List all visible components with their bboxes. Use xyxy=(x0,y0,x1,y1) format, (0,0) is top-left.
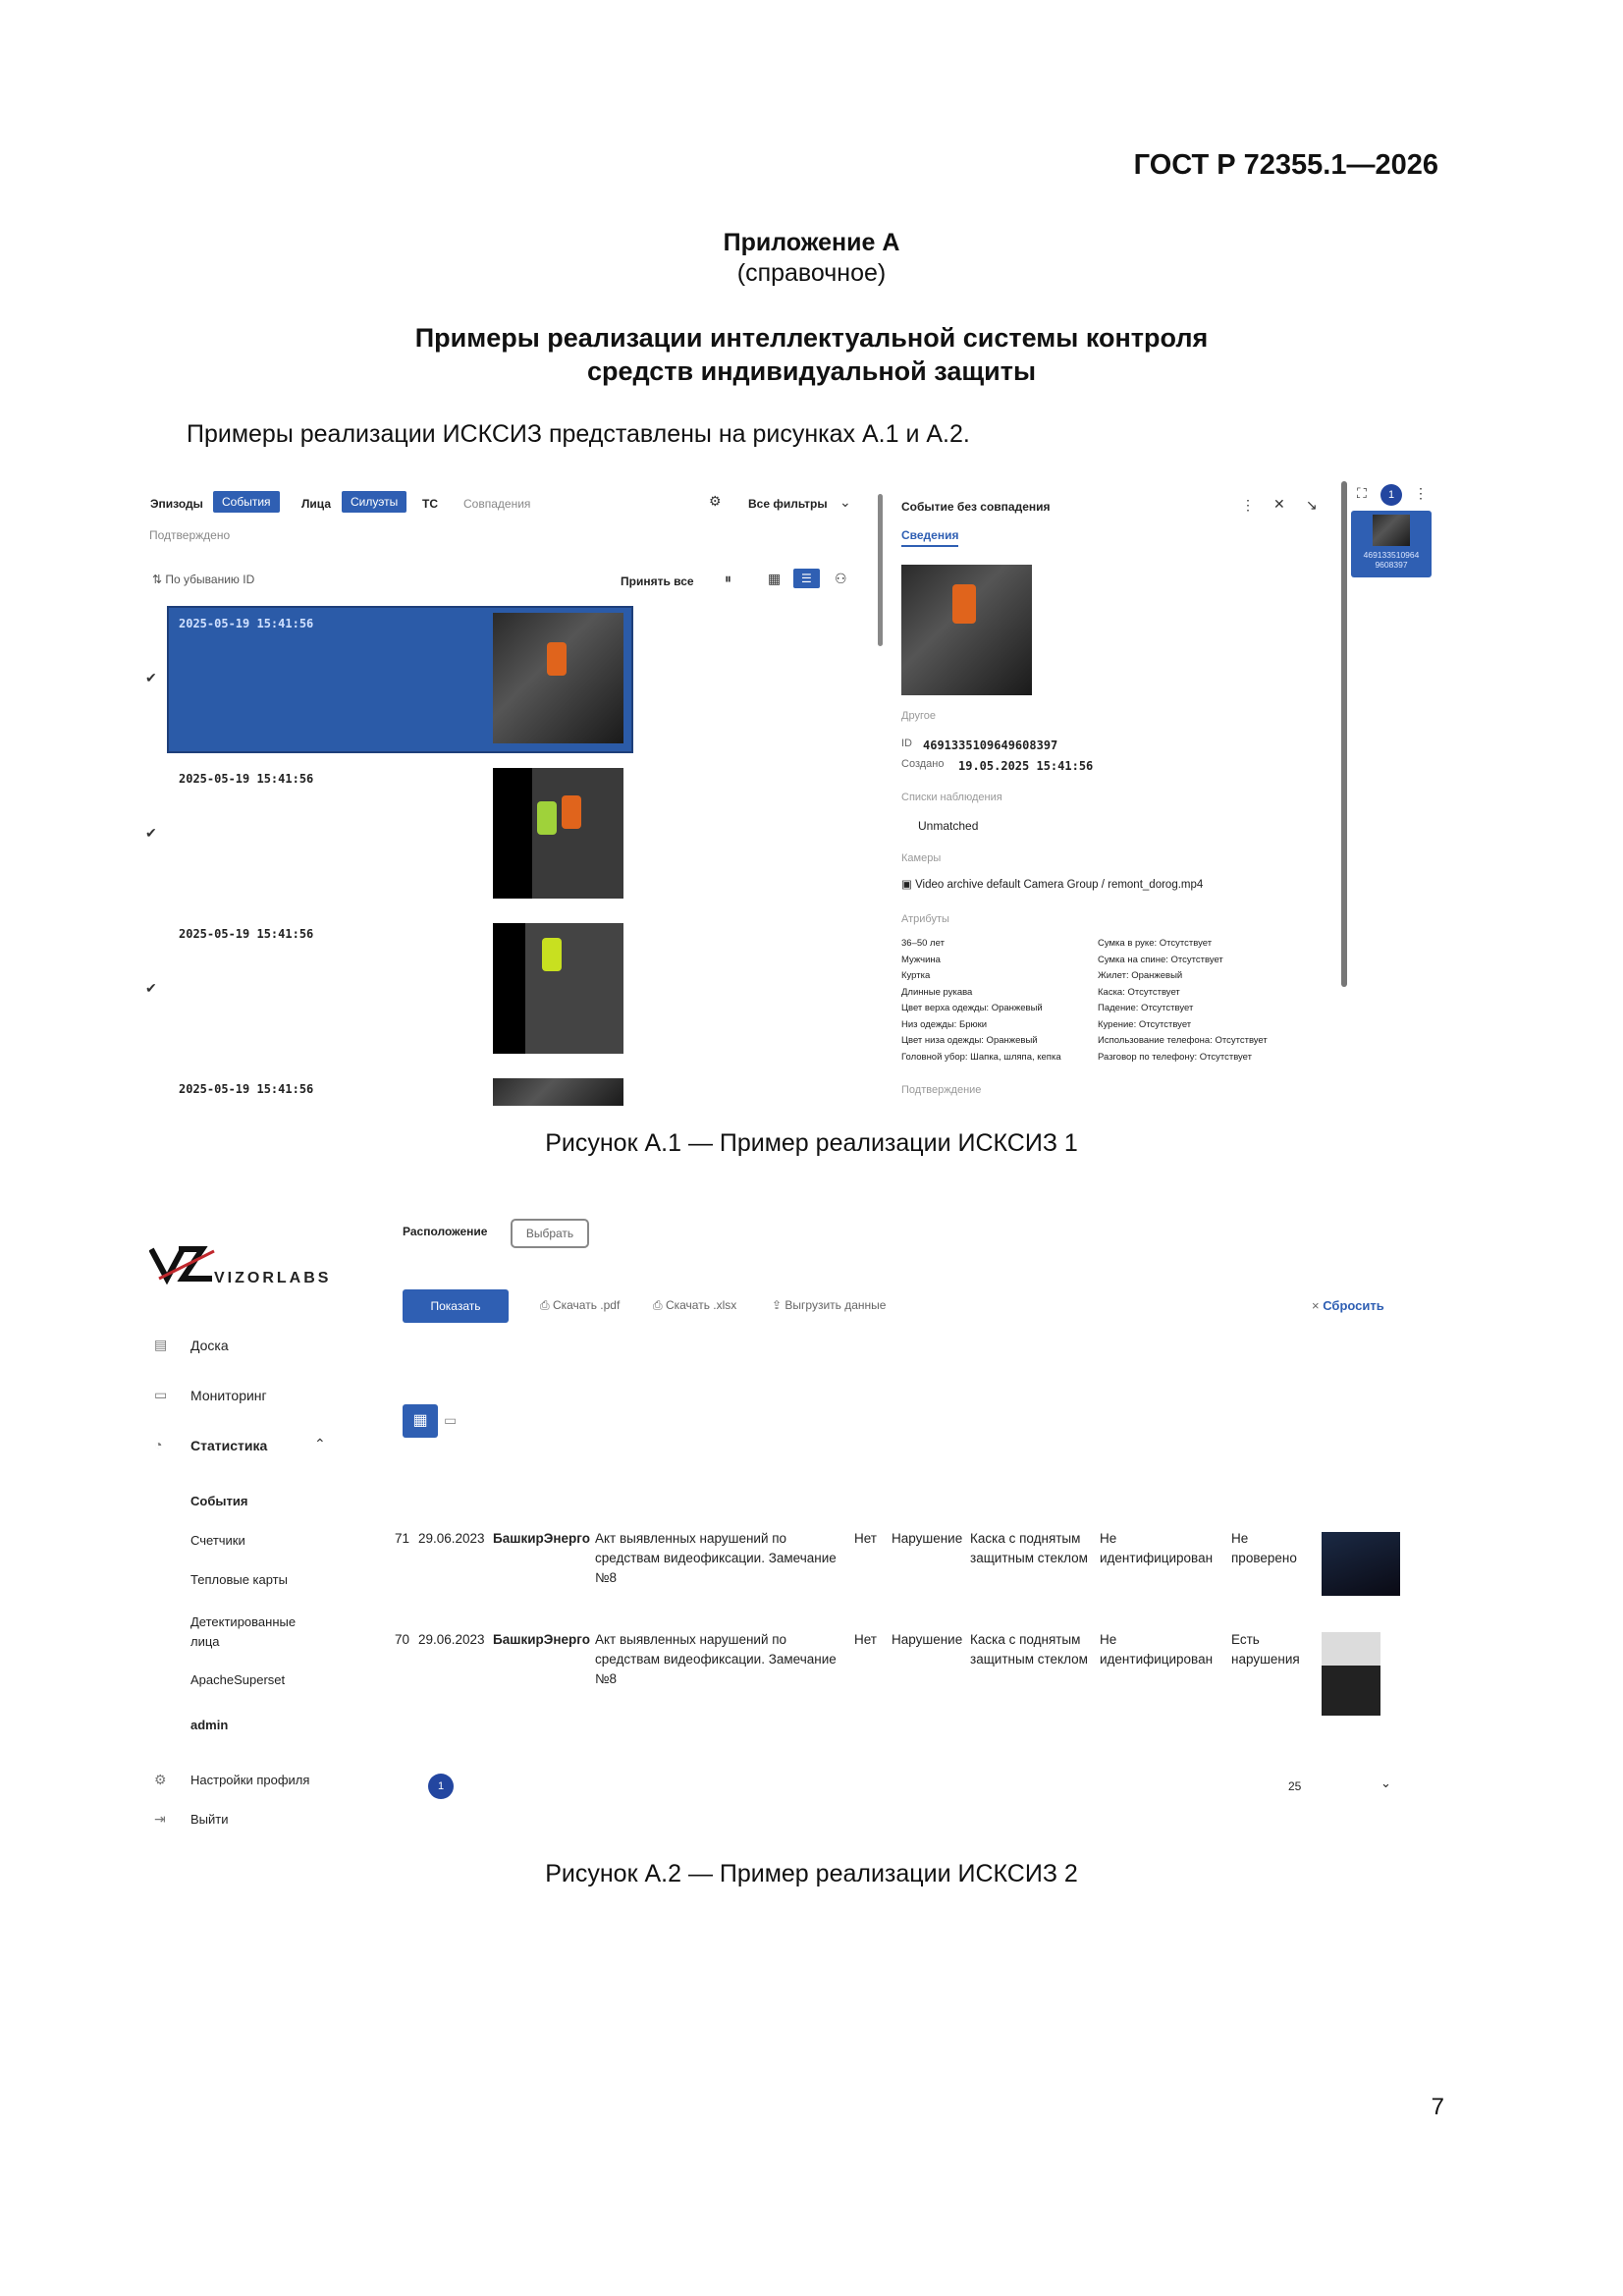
attributes-left xyxy=(901,936,1061,1066)
export-icon: ⇪ xyxy=(772,1298,783,1312)
location-label: Расположение xyxy=(403,1225,488,1238)
all-filters[interactable]: Все фильтры xyxy=(748,497,828,511)
side-thumbnail xyxy=(1373,515,1410,546)
attribute: Цвет верха одежды: Оранжевый xyxy=(901,1003,1043,1013)
row-identification: Не идентифицирован xyxy=(1100,1632,1214,1667)
page-button[interactable]: 1 xyxy=(428,1774,454,1799)
attribute: Жилет: Оранжевый xyxy=(1098,970,1183,981)
attribute: Падение: Отсутствует xyxy=(1098,1003,1194,1013)
pause-icon[interactable]: ⏸ xyxy=(725,571,731,586)
event-timestamp: 2025-05-19 15:41:56 xyxy=(179,927,314,941)
file-icon: ⎙ xyxy=(540,1298,550,1312)
tab-episodes[interactable]: Эпизоды xyxy=(150,497,203,511)
created-label: Создано xyxy=(901,758,945,770)
tab-ts[interactable]: ТС xyxy=(422,497,438,511)
main-title xyxy=(0,321,1623,388)
side-thumbnail-caption: 469133510964 9608397 xyxy=(1363,550,1420,570)
vizorlabs-logo xyxy=(149,1245,216,1285)
export-data-button[interactable] xyxy=(772,1298,886,1312)
event-timestamp: 2025-05-19 15:41:56 xyxy=(179,617,314,630)
row-date: 29.06.2023 xyxy=(418,1531,485,1546)
nav-counters[interactable]: Счетчики xyxy=(190,1533,245,1548)
event-timestamp: 2025-05-19 15:41:56 xyxy=(179,1082,314,1096)
row-number: 70 xyxy=(395,1632,410,1647)
monitor-icon: ▭ xyxy=(154,1387,168,1402)
row-status: Есть нарушения xyxy=(1231,1632,1300,1667)
nav-profile-settings[interactable]: Настройки профиля xyxy=(190,1773,310,1787)
event-thumbnail[interactable] xyxy=(493,1078,623,1106)
row-type: Нарушение xyxy=(892,1531,963,1546)
row-violation: Каска с поднятым защитным стеклом xyxy=(970,1531,1088,1565)
attribute: Мужчина xyxy=(901,954,941,965)
attributes-label: Атрибуты xyxy=(901,913,949,925)
file-icon: ⎙ xyxy=(653,1298,663,1312)
worker-figure xyxy=(562,795,581,829)
cameras-label: Камеры xyxy=(901,852,942,864)
tab-events[interactable]: События xyxy=(213,491,280,513)
more-icon[interactable]: ⋮ xyxy=(1241,497,1255,513)
tab-silhouettes[interactable]: Силуэты xyxy=(342,491,406,513)
row-flag: Нет xyxy=(854,1531,877,1546)
id-label: ID xyxy=(901,738,912,749)
card-view-icon[interactable]: ▭ xyxy=(444,1412,458,1428)
grid-view-icon[interactable]: ▦ xyxy=(768,571,782,586)
row-date: 29.06.2023 xyxy=(418,1632,485,1647)
attribute: Головной убор: Шапка, шляпа, кепка xyxy=(901,1051,1061,1063)
chevron-down-icon[interactable]: ⌄ xyxy=(1380,1776,1391,1790)
attribute: Курение: Отсутствует xyxy=(1098,1018,1192,1030)
sort-control[interactable]: ⇅ По убыванию ID xyxy=(152,573,255,586)
download-pdf-button[interactable] xyxy=(540,1298,620,1313)
worker-figure xyxy=(537,801,557,835)
attributes-right xyxy=(1098,936,1268,1066)
tab-details[interactable]: Сведения xyxy=(901,528,958,547)
download-pdf-label: Скачать .pdf xyxy=(552,1298,621,1312)
camera-row[interactable] xyxy=(901,877,1203,891)
download-xlsx-label: Скачать .xlsx xyxy=(665,1298,737,1312)
filter-icon[interactable]: ⚙ xyxy=(709,493,722,509)
attribute: Сумка в руке: Отсутствует xyxy=(1098,938,1213,949)
show-button[interactable]: Показать xyxy=(403,1289,509,1323)
attribute: Цвет низа одежды: Оранжевый xyxy=(901,1035,1038,1046)
page-number: 7 xyxy=(1431,2094,1444,2120)
standard-header: ГОСТ Р 72355.1—2026 xyxy=(1133,149,1438,181)
list-view-icon[interactable]: ☰ xyxy=(793,569,820,588)
row-thumbnail[interactable] xyxy=(1322,1532,1400,1596)
watchlists-label: Списки наблюдения xyxy=(901,792,1002,803)
profile-settings-icon: ⚙ xyxy=(154,1772,167,1787)
figure-a1-caption: Рисунок А.1 — Пример реализации ИСКСИЗ 1 xyxy=(545,1129,1078,1157)
event-timestamp: 2025-05-19 15:41:56 xyxy=(179,772,314,786)
intro-text: Примеры реализации ИСКСИЗ представлены на рисунках А.1 и А.2. xyxy=(187,420,970,448)
chevron-up-icon[interactable]: ⌃ xyxy=(314,1436,326,1451)
row-number: 71 xyxy=(395,1531,410,1546)
worker-figure xyxy=(542,938,562,971)
attribute: Длинные рукава xyxy=(901,986,973,998)
side-thumbnail-card[interactable] xyxy=(1351,511,1432,577)
main-title-line2: средств индивидуальной защиты xyxy=(586,356,1037,386)
attribute: Использование телефона: Отсутствует xyxy=(1098,1035,1268,1046)
tab-matches[interactable]: Совпадения xyxy=(463,497,531,511)
confirm-check-icon[interactable]: ✔ xyxy=(145,980,157,996)
created-value: 19.05.2025 15:41:56 xyxy=(958,759,1094,773)
confirm-check-icon[interactable]: ✔ xyxy=(145,670,157,685)
attribute: Разговор по телефону: Отсутствует xyxy=(1098,1051,1253,1063)
event-thumbnail[interactable] xyxy=(493,613,623,743)
row-status: Не проверено xyxy=(1231,1531,1297,1565)
reset-button[interactable] xyxy=(1312,1298,1384,1313)
event-thumbnail[interactable] xyxy=(493,768,623,899)
worker-figure xyxy=(952,584,976,624)
board-icon: ▤ xyxy=(154,1337,168,1352)
nav-detected-faces[interactable]: Детектированные лица xyxy=(190,1614,297,1649)
detail-image xyxy=(901,565,1032,695)
nav-statistics[interactable]: Статистика xyxy=(190,1438,268,1453)
nav-admin: admin xyxy=(190,1718,229,1732)
pie-chart-icon: ◔ xyxy=(154,1437,163,1452)
attribute: 36–50 лет xyxy=(901,938,945,949)
close-icon: × xyxy=(1312,1298,1320,1313)
reset-label: Сбросить xyxy=(1323,1298,1384,1313)
row-identification: Не идентифицирован xyxy=(1100,1531,1214,1565)
detail-title: Событие без совпадения xyxy=(901,500,1051,514)
section-other: Другое xyxy=(901,710,936,722)
sort-label: По убыванию ID xyxy=(165,573,255,586)
attribute: Куртка xyxy=(901,970,931,981)
collapse-icon[interactable]: ↘ xyxy=(1306,497,1318,513)
main-title-line1: Примеры реализации интеллектуальной системы контроля xyxy=(414,323,1209,353)
nav-board[interactable]: Доска xyxy=(190,1338,229,1353)
group-icon[interactable]: ⚇ xyxy=(835,571,847,586)
appendix-title: Приложение А xyxy=(723,229,900,256)
attribute: Сумка на спине: Отсутствует xyxy=(1098,954,1223,965)
figure-a2-caption: Рисунок А.2 — Пример реализации ИСКСИЗ 2 xyxy=(545,1860,1078,1887)
confirmation-label: Подтверждение xyxy=(901,1084,982,1096)
nav-events[interactable]: События xyxy=(190,1494,248,1508)
logout-icon: ⇥ xyxy=(154,1811,166,1827)
count-badge: 1 xyxy=(1380,484,1402,506)
select-button[interactable]: Выбрать xyxy=(511,1219,589,1248)
row-organization: БашкирЭнерго xyxy=(493,1531,590,1546)
nav-heatmaps[interactable]: Тепловые карты xyxy=(190,1572,288,1587)
event-thumbnail[interactable] xyxy=(493,923,623,1054)
close-icon[interactable]: ✕ xyxy=(1273,496,1285,512)
camera-icon: ▣ xyxy=(901,879,912,891)
worker-figure xyxy=(547,642,567,676)
appendix-subtitle: (справочное) xyxy=(736,259,887,287)
attribute: Каска: Отсутствует xyxy=(1098,986,1180,998)
row-organization: БашкирЭнерго xyxy=(493,1632,590,1647)
nav-logout[interactable]: Выйти xyxy=(190,1812,229,1827)
table-view-icon[interactable]: ▦ xyxy=(403,1404,438,1438)
download-xlsx-button[interactable] xyxy=(653,1298,736,1313)
accept-all-button[interactable]: Принять все xyxy=(621,574,694,588)
attribute: Низ одежды: Брюки xyxy=(901,1018,988,1030)
nav-monitoring[interactable]: Мониторинг xyxy=(190,1388,267,1403)
row-thumbnail[interactable] xyxy=(1322,1632,1380,1716)
confirmed-filter[interactable]: Подтверждено xyxy=(149,528,231,542)
camera-value: Video archive default Camera Group / remont_dorog.mp4 xyxy=(915,879,1204,891)
watchlist-value: Unmatched xyxy=(918,819,979,833)
row-type: Нарушение xyxy=(892,1632,963,1647)
confirm-check-icon[interactable]: ✔ xyxy=(145,825,157,841)
screenshot-icon[interactable]: ⛶ xyxy=(1357,485,1367,501)
row-violation: Каска с поднятым защитным стеклом xyxy=(970,1632,1088,1667)
chevron-down-icon[interactable]: ⌄ xyxy=(839,494,851,510)
row-document: Акт выявленных нарушений по средствам видеофиксации. Замечание №8 xyxy=(595,1531,837,1585)
row-document: Акт выявленных нарушений по средствам видеофиксации. Замечание №8 xyxy=(595,1632,837,1686)
id-value: 4691335109649608397 xyxy=(923,738,1058,752)
per-page-value[interactable]: 25 xyxy=(1288,1779,1302,1793)
tab-faces[interactable]: Лица xyxy=(301,497,331,511)
brand-name: VIZORLABS xyxy=(214,1270,332,1286)
nav-superset[interactable]: ApacheSuperset xyxy=(190,1672,286,1687)
row-flag: Нет xyxy=(854,1632,877,1647)
detail-scrollbar[interactable] xyxy=(1341,481,1347,987)
export-data-label: Выгрузить данные xyxy=(784,1298,887,1312)
more-icon[interactable]: ⋮ xyxy=(1414,485,1428,501)
